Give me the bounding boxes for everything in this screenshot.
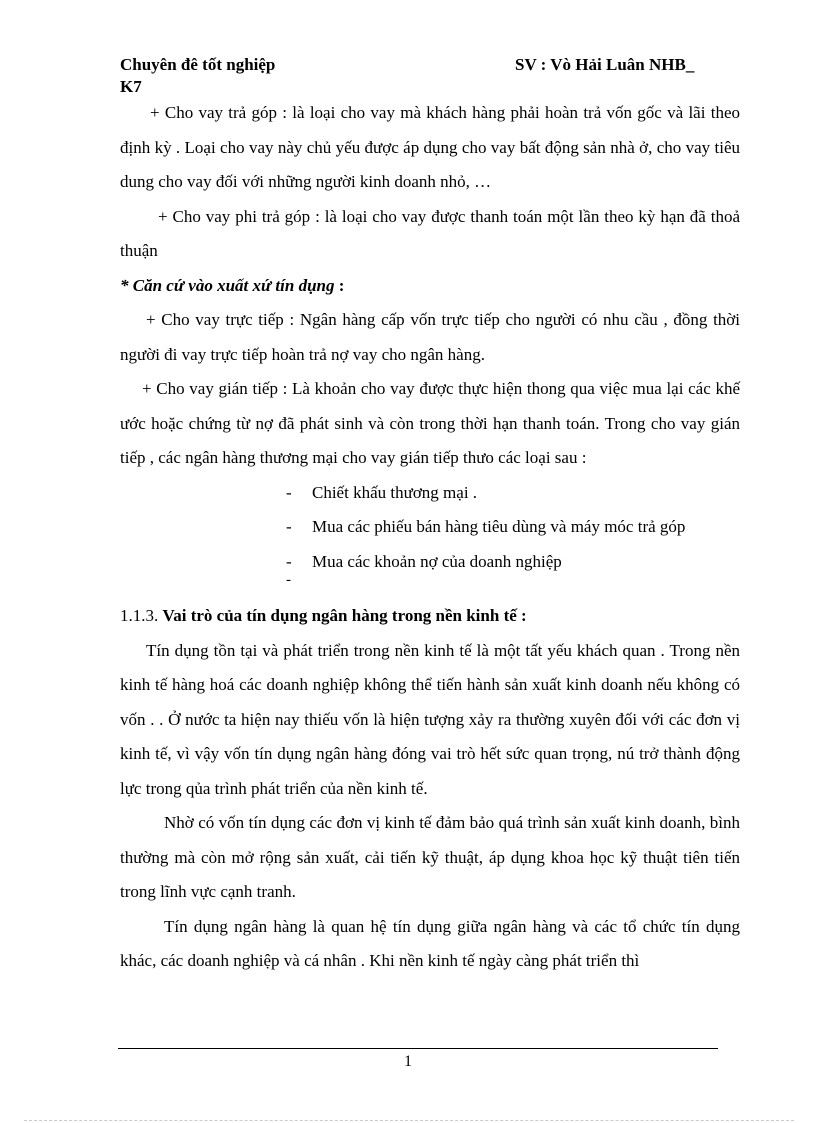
paragraph-bank-credit: Tín dụng ngân hàng là quan hệ tín dụng giữa ngân hàng và các tổ chức tín dụng khác, các doanh nghiệp và cá nhân . Khi nền kinh tế ngày càng phát triển thì bbox=[120, 916, 740, 970]
section-number: 1.1.3. bbox=[120, 606, 163, 625]
document-body bbox=[120, 96, 740, 979]
list-dash: - bbox=[286, 482, 292, 502]
paragraph-credit-capital: Nhờ có vốn tín dụng các đơn vị kinh tế đảm bảo quá trình sản xuất kinh doanh, bình thường mà còn mở rộng sản xuất, cải tiến kỹ thuật, áp dụng khoa học kỹ thuật tiên tiến trong lĩnh vực cạnh tranh. bbox=[120, 813, 740, 901]
list-item-text: Mua các phiếu bán hàng tiêu dùng và máy móc trả góp bbox=[312, 517, 686, 536]
page-boundary bbox=[24, 1120, 794, 1121]
list-item bbox=[120, 510, 740, 545]
subheading-star: * bbox=[120, 275, 133, 295]
subheading-origin bbox=[120, 269, 740, 304]
paragraph-credit-role: Tín dụng tồn tại và phát triển trong nền kinh tế là một tất yếu khách quan . Trong nền kinh tế hàng hoá các doanh nghiệp không thể tiến hành sản xuất kinh doanh nếu không có vốn . . Ở nước ta hiện nay thiếu vốn là hiện tượng xảy ra thường xuyên đối với các đơn vị kinh tế, vì vậy vốn tín dụng ngân hàng đóng vai trò hết sức quan trọng, nú trở thành động lực trong qủa trình phát triển của nền kinh tế. bbox=[120, 640, 740, 798]
paragraph-indirect-loan: + Cho vay gián tiếp : Là khoản cho vay được thực hiện thong qua việc mua lại các khế ước hoặc chứng từ nợ đã phát sinh và còn trong thời hạn thanh toán. Trong cho vay gián tiếp , các ngân hàng thương mại cho vay gián tiếp thưo các loại sau : bbox=[120, 379, 740, 467]
section-heading bbox=[120, 599, 740, 634]
header-title: Chuyên đê tốt nghiệp bbox=[120, 55, 276, 74]
footer-divider bbox=[118, 1048, 718, 1049]
list-dash: - bbox=[286, 551, 292, 571]
subheading-colon: : bbox=[334, 275, 345, 295]
paragraph-installment-loan: + Cho vay trả góp : là loại cho vay mà khách hàng phải hoàn trả vốn gốc và lãi theo định kỳ . Loại cho vay này chủ yếu được áp dụng cho vay bất động sản nhà ở, cho vay tiêu dung cho vay đối với những người kinh doanh nhỏ, … bbox=[120, 103, 740, 191]
header-student-class: K7 bbox=[120, 77, 142, 96]
indirect-loan-list bbox=[120, 476, 740, 580]
list-item-text: Chiết khấu thương mại . bbox=[312, 482, 478, 502]
list-dash: - bbox=[286, 572, 291, 588]
list-item bbox=[120, 545, 740, 580]
page-number: 1 bbox=[404, 1053, 412, 1070]
section-title: Vai trò của tín dụng ngân hàng trong nền kinh tế : bbox=[162, 606, 527, 625]
paragraph-direct-loan: + Cho vay trực tiếp : Ngân hàng cấp vốn trực tiếp cho người có nhu cầu , đồng thời người đi vay trực tiếp hoàn trả nợ vay cho ngân hàng. bbox=[120, 310, 740, 364]
list-item bbox=[120, 476, 740, 511]
list-item-text: Mua các khoản nợ của doanh nghiệp bbox=[312, 551, 562, 571]
header-student: SV : Vò Hải Luân NHB_ bbox=[515, 55, 695, 74]
subheading-text: Căn cứ vào xuất xứ tín dụng bbox=[132, 275, 335, 295]
list-dash: - bbox=[286, 517, 292, 536]
paragraph-non-installment-loan: + Cho vay phi trả góp : là loại cho vay được thanh toán một lần theo kỳ hạn đã thoả thuận bbox=[120, 206, 740, 260]
empty-list-item bbox=[120, 572, 740, 599]
